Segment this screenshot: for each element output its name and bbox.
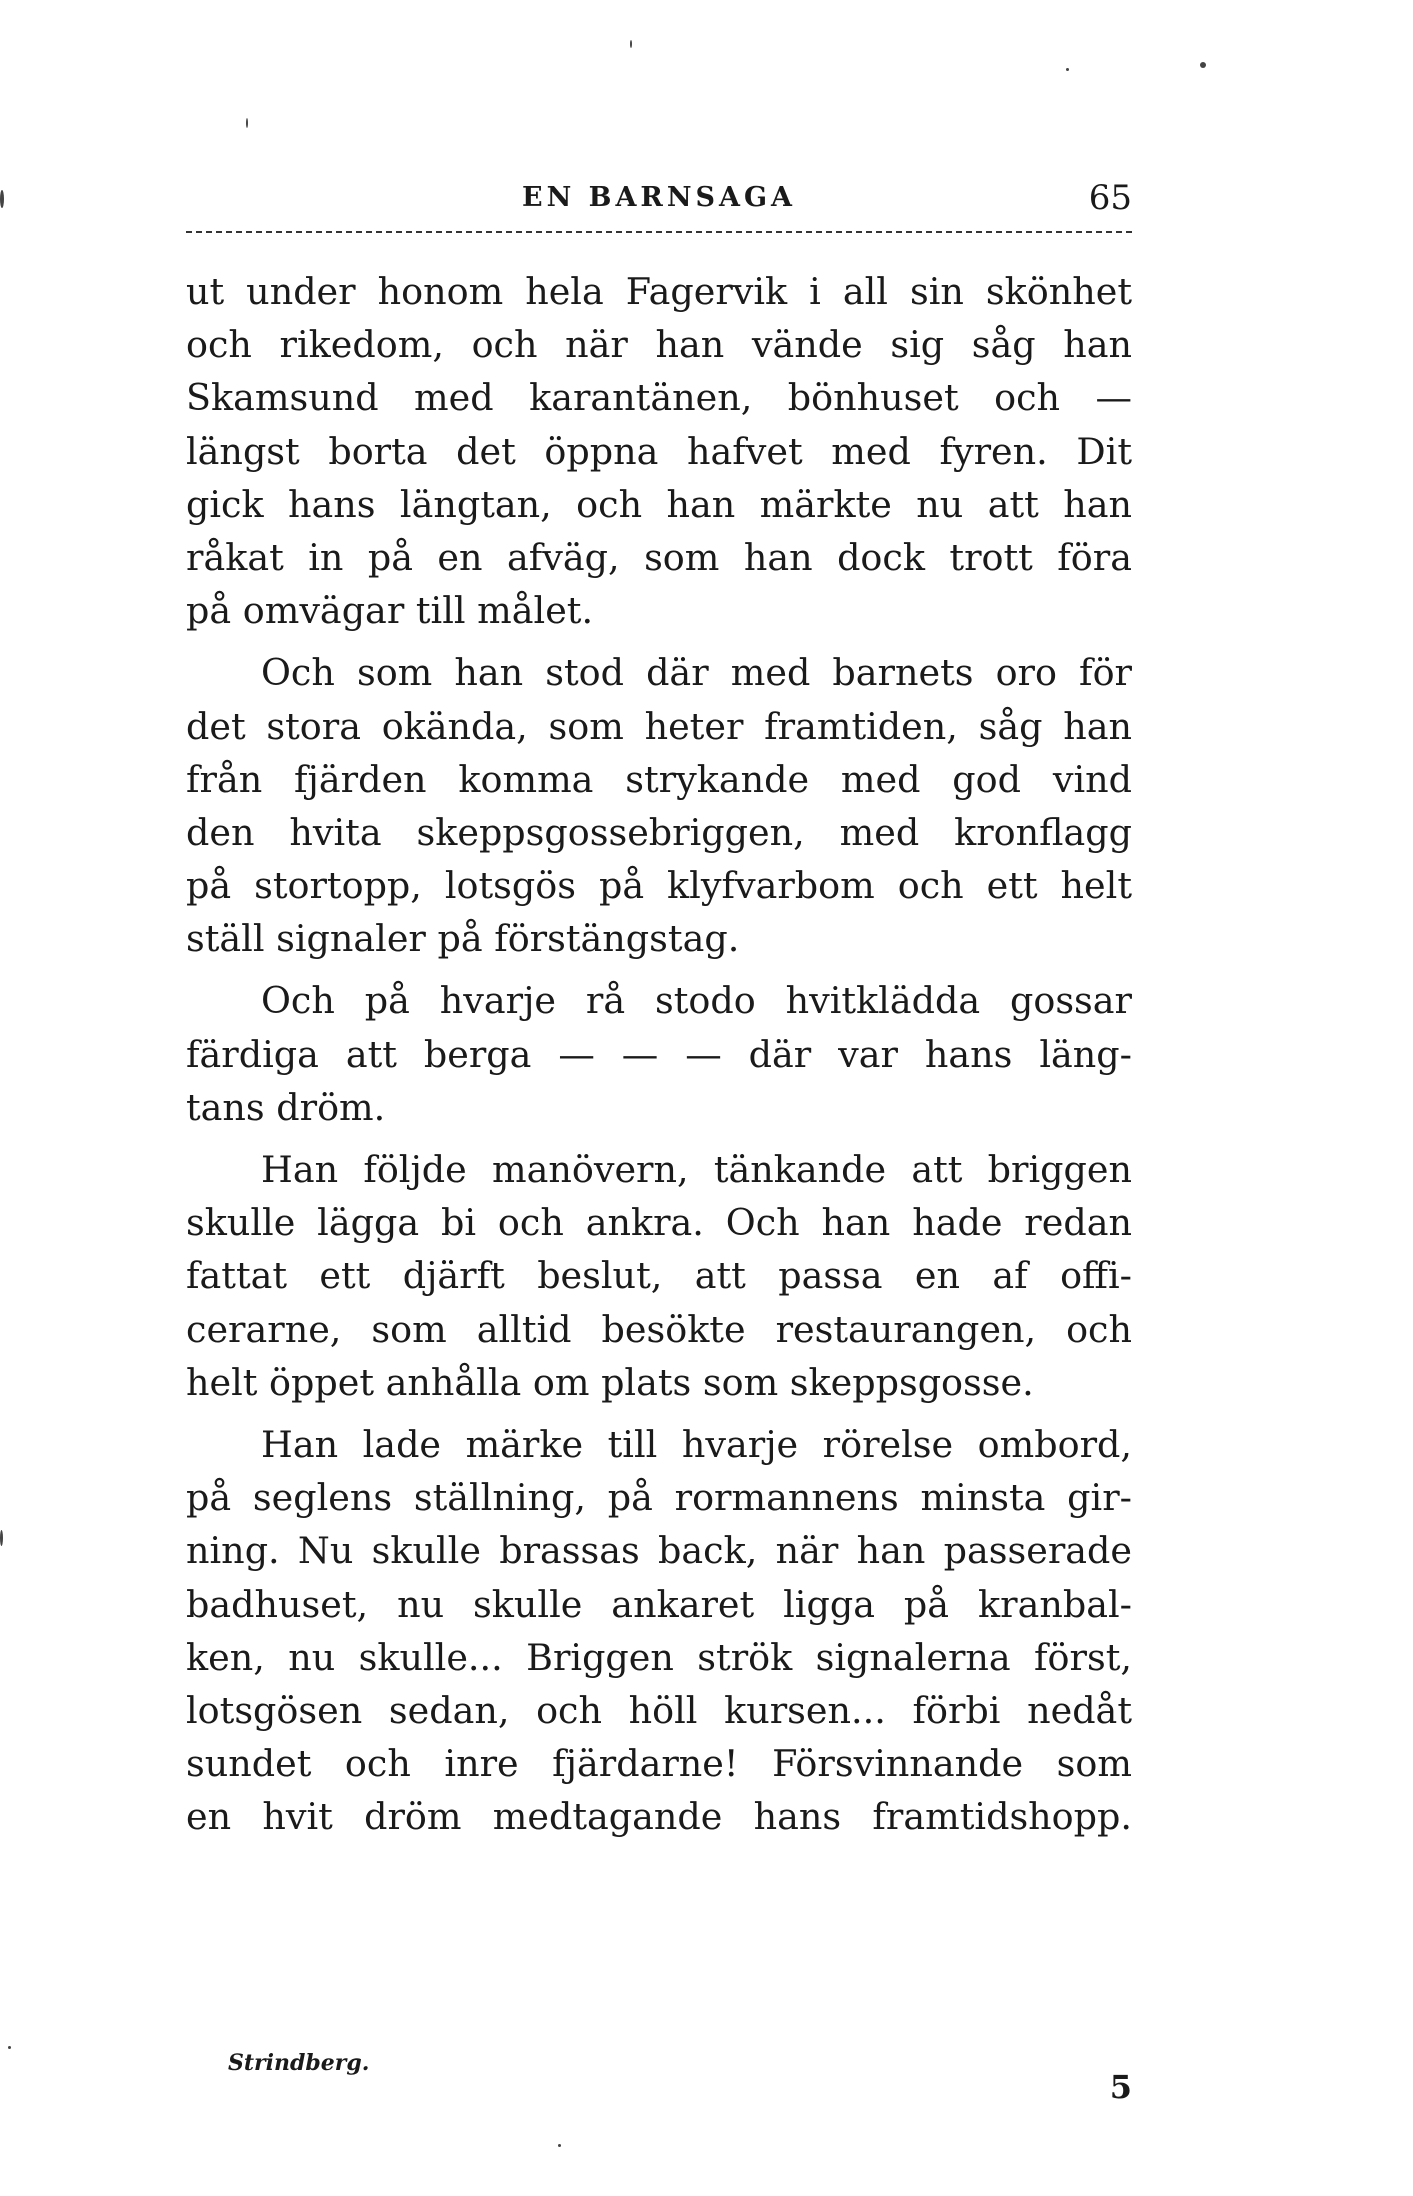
scan-speck	[0, 1530, 3, 1546]
body-text	[186, 265, 1132, 1843]
header-rule	[186, 231, 1132, 233]
scan-speck	[246, 118, 248, 128]
text-line: tans dröm.	[186, 1085, 386, 1129]
text-line: färdiga att berga — — — där var hans läng-	[186, 1032, 1132, 1076]
scan-speck	[1200, 62, 1206, 68]
text-line: gick hans längtan, och han märkte nu att han	[186, 482, 1132, 526]
paragraph	[186, 974, 1132, 1134]
text-line: och rikedom, och när han vände sig såg han	[186, 323, 1132, 367]
page-header	[186, 178, 1132, 228]
scan-speck	[630, 40, 632, 48]
scan-speck	[8, 2046, 11, 2049]
paragraph	[186, 1143, 1132, 1409]
page-footer	[186, 2050, 1132, 2110]
paragraph	[186, 265, 1132, 637]
text-line: helt öppet anhålla om plats som skeppsgosse.	[186, 1360, 1034, 1404]
text-line: den hvita skeppsgossebriggen, med kronflagg	[186, 810, 1132, 854]
text-line: råkat in på en afväg, som han dock trott föra	[186, 535, 1132, 579]
text-line: Och som han stod där med barnets oro för	[261, 651, 1132, 695]
text-line: cerarne, som alltid besökte restaurangen, och	[186, 1307, 1132, 1351]
text-line: Skamsund med karantänen, bönhuset och —	[186, 376, 1132, 420]
text-line: ställ signaler på förstängstag.	[186, 917, 740, 961]
running-title: EN BARNSAGA	[521, 182, 796, 213]
text-line: skulle lägga bi och ankra. Och han hade redan	[186, 1201, 1132, 1245]
text-line: det stora okända, som heter framtiden, såg han	[186, 704, 1132, 748]
page-number: 65	[1088, 178, 1132, 218]
text-line: ut under honom hela Fagervik i all sin skönhet	[186, 270, 1132, 313]
text-line: på stortopp, lotsgös på klyfvarbom och ett helt	[186, 864, 1132, 908]
scan-speck	[558, 2144, 561, 2147]
text-line: Han lade märke till hvarje rörelse ombord,	[261, 1422, 1132, 1466]
text-line: längst borta det öppna hafvet med fyren. Dit	[186, 429, 1132, 473]
signature-mark: Strindberg.	[228, 2050, 370, 2076]
text-line: ning. Nu skulle brassas back, när han passerade	[186, 1529, 1132, 1573]
text-line: en hvit dröm medtagande hans framtidshopp.	[186, 1795, 1132, 1839]
text-line: ken, nu skulle... Briggen strök signalerna först,	[186, 1635, 1132, 1679]
text-line: Han följde manövern, tänkande att briggen	[261, 1148, 1132, 1191]
text-line: lotsgösen sedan, och höll kursen... förbi nedåt	[186, 1688, 1132, 1732]
scan-speck	[0, 190, 4, 208]
text-line: Och på hvarje rå stodo hvitklädda gossar	[261, 979, 1132, 1023]
text-line: på omvägar till målet.	[186, 589, 594, 633]
sheet-number: 5	[1109, 2068, 1132, 2106]
scan-speck	[1066, 68, 1069, 71]
text-line: badhuset, nu skulle ankaret ligga på kranbal-	[186, 1582, 1132, 1626]
text-line: från fjärden komma strykande med god vind	[186, 757, 1132, 801]
text-line: sundet och inre fjärdarne! Försvinnande som	[186, 1742, 1132, 1786]
text-line: fattat ett djärft beslut, att passa en af offi-	[186, 1254, 1132, 1298]
paragraph	[186, 646, 1132, 965]
paragraph	[186, 1418, 1132, 1844]
text-line: på seglens ställning, på rormannens minsta gir-	[186, 1476, 1132, 1520]
